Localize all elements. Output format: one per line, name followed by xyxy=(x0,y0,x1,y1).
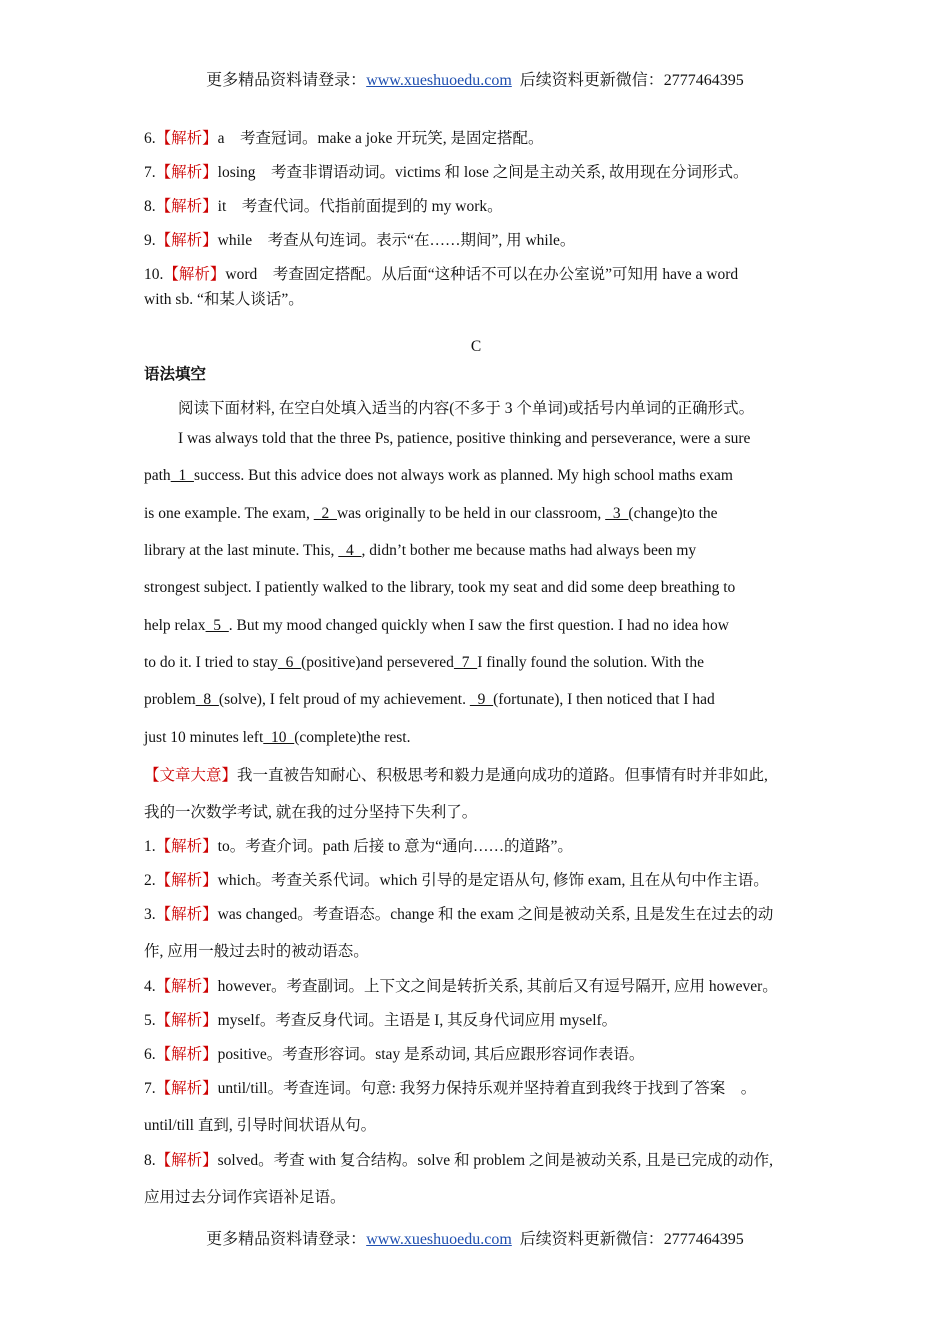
answer-8: 8.【解析】solved。考查 with 复合结构。solve 和 problem 之间是被动关系, 且是已完成的动作, xyxy=(144,1152,774,1169)
section-title: 语法填空 xyxy=(144,366,207,383)
answer-7-cont: until/till 直到, 引导时间状语从句。 xyxy=(144,1117,377,1134)
passage-line-2: path 1 success. But this advice does not always work as planned. My high school maths exam xyxy=(144,467,733,484)
summary-line-1: 【文章大意】我一直被告知耐心、积极思考和毅力是通向成功的道路。但事情有时并非如此, xyxy=(144,767,768,784)
prev-answer-6: 6.【解析】a 考查冠词。make a joke 开玩笑, 是固定搭配。 xyxy=(144,130,544,147)
answer-1: 1.【解析】to。考查介词。path 后接 to 意为“通向……的道路”。 xyxy=(144,838,573,855)
blank-1: 1 xyxy=(170,467,194,484)
blank-7: 7 xyxy=(453,654,478,671)
blank-3: 3 xyxy=(605,505,629,522)
prev-answer-8: 8.【解析】it 考查代词。代指前面提到的 my work。 xyxy=(144,198,503,215)
passage-line-4: library at the last minute. This, 4 , didn’t bother me because maths had always been my xyxy=(144,542,697,559)
prev-answer-10-cont: with sb. “和某人谈话”。 xyxy=(144,291,304,308)
answer-3: 3.【解析】was changed。考查语态。change 和 the exam 之间是被动关系, 且是发生在过去的动 xyxy=(144,906,774,923)
passage-line-1: I was always told that the three Ps, patience, positive thinking and perseverance, were a sure xyxy=(178,430,751,447)
header-prefix: 更多精品资料请登录： xyxy=(206,72,367,89)
footer-link[interactable]: www.xueshuoedu.com xyxy=(366,1231,512,1248)
header-suffix: 后续资料更新微信：2777464395 xyxy=(519,72,744,89)
footer-suffix: 后续资料更新微信：2777464395 xyxy=(519,1231,744,1248)
page-header xyxy=(0,67,950,90)
blank-5: 5 xyxy=(205,617,229,634)
section-letter: C xyxy=(470,338,482,355)
blank-9: 9 xyxy=(469,691,494,708)
prev-answer-10: 10.【解析】word 考查固定搭配。从后面“这种话不可以在办公室说”可知用 have a word xyxy=(144,266,739,283)
blank-4: 4 xyxy=(338,542,362,559)
prev-answer-7: 7.【解析】losing 考查非谓语动词。victims 和 lose 之间是主动关系, 故用现在分词形式。 xyxy=(144,164,749,181)
summary-line-2: 我的一次数学考试, 就在我的过分坚持下失利了。 xyxy=(144,804,478,821)
answer-3-cont: 作, 应用一般过去时的被动语态。 xyxy=(144,943,369,960)
section-instruction: 阅读下面材料, 在空白处填入适当的内容(不多于 3 个单词)或括号内单词的正确形式。 xyxy=(178,400,755,417)
answer-2: 2.【解析】which。考查关系代词。which 引导的是定语从句, 修饰 exam, 且在从句中作主语。 xyxy=(144,872,769,889)
passage-line-9: just 10 minutes left 10 (complete)the rest. xyxy=(144,729,411,746)
blank-2: 2 xyxy=(313,505,337,522)
passage-line-7: to do it. I tried to stay 6 (positive)and persevered 7 I finally found the solution. With the xyxy=(144,654,705,671)
answer-7: 7.【解析】until/till。考查连词。句意: 我努力保持乐观并坚持着直到我终于找到了答案 。 xyxy=(144,1080,757,1097)
answer-8-cont: 应用过去分词作宾语补足语。 xyxy=(144,1189,346,1206)
passage-line-3: is one example. The exam, 2 was originally to be held in our classroom, 3 (change)to the xyxy=(144,505,718,522)
blank-6: 6 xyxy=(277,654,302,671)
answer-6: 6.【解析】positive。考查形容词。stay 是系动词, 其后应跟形容词作表语。 xyxy=(144,1046,645,1063)
passage-line-5: strongest subject. I patiently walked to the library, took my seat and did some deep breathing to xyxy=(144,579,736,596)
header-link[interactable]: www.xueshuoedu.com xyxy=(366,72,512,89)
passage-line-8: problem 8 (solve), I felt proud of my achievement. 9 (fortunate), I then noticed that I had xyxy=(144,691,715,708)
blank-8: 8 xyxy=(195,691,219,708)
answer-5: 5.【解析】myself。考查反身代词。主语是 I, 其反身代词应用 myself。 xyxy=(144,1012,618,1029)
answer-4: 4.【解析】however。考查副词。上下文之间是转折关系, 其前后又有逗号隔开, 应用 however。 xyxy=(144,978,778,995)
prev-answer-9: 9.【解析】while 考查从句连词。表示“在……期间”, 用 while。 xyxy=(144,232,576,249)
page-footer xyxy=(0,1226,950,1249)
blank-10: 10 xyxy=(263,729,295,746)
footer-prefix: 更多精品资料请登录： xyxy=(206,1231,367,1248)
passage-line-6: help relax 5 . But my mood changed quickly when I saw the first question. I had no idea how xyxy=(144,617,730,634)
